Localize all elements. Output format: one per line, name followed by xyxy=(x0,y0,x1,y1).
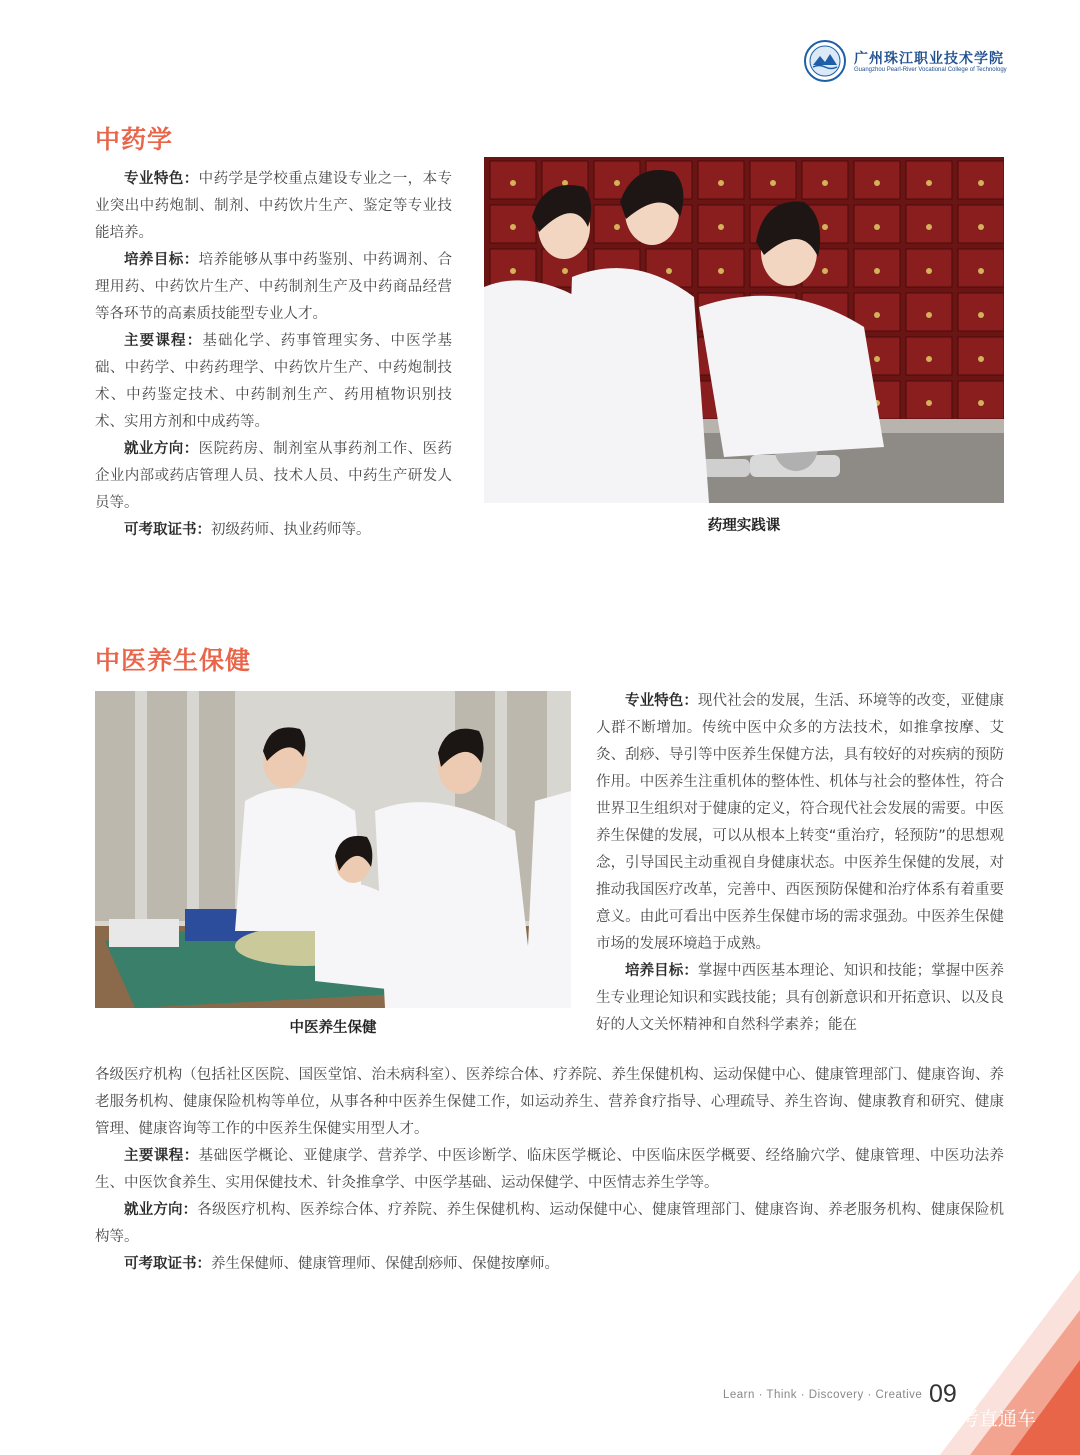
drawer-knob xyxy=(822,180,828,186)
paragraph-label: 培养目标： xyxy=(625,963,698,979)
section2-full-text xyxy=(95,1062,1004,1278)
drawer-knob xyxy=(822,224,828,230)
college-emblem-icon xyxy=(804,40,846,82)
paragraph-text: 培养能够从事中药鉴别、中药调剂、合理用药、中药饮片生产、中药制剂生产及中药商品经营等各环节的高素质技能型专业人才。 xyxy=(95,252,453,322)
drawer-knob xyxy=(978,356,984,362)
drawer-knob xyxy=(874,224,880,230)
drawer-knob xyxy=(510,224,516,230)
pharmacy-lab-illustration xyxy=(484,157,1004,503)
drawer-knob xyxy=(874,356,880,362)
watermark-text: 高考直通车 xyxy=(941,1408,1037,1430)
drawer-knob xyxy=(614,180,620,186)
paragraph-text: 基础化学、药事管理实务、中医学基础、中药学、中药药理学、中药饮片生产、中药炮制技术、中药鉴定技术、中药制剂生产、药用植物识别技术、实用方剂和中成药等。 xyxy=(95,333,452,430)
drawer-knob xyxy=(978,312,984,318)
paragraph-text: 各级医疗机构、医养综合体、疗养院、养生保健机构、运动保健中心、健康管理部门、健康咨询、养老服务机构、健康保险机构等。 xyxy=(95,1202,1005,1245)
pharmacy-practice-photo xyxy=(484,157,1004,503)
paragraph-label: 主要课程： xyxy=(124,333,203,349)
paragraph xyxy=(95,166,452,247)
paragraph-label: 可考取证书： xyxy=(124,1256,211,1272)
drawer-knob xyxy=(874,268,880,274)
drawer-knob xyxy=(926,400,932,406)
drawer-knob xyxy=(510,180,516,186)
paragraph xyxy=(596,688,1004,958)
drawer-knob xyxy=(718,268,724,274)
paragraph-text: 中药学是学校重点建设专业之一，本专业突出中药炮制、制剂、中药饮片生产、鉴定等专业技能培养。 xyxy=(95,171,453,241)
paragraph-label: 就业方向： xyxy=(124,441,199,457)
paragraph xyxy=(596,958,1004,1039)
drawer-knob xyxy=(510,268,516,274)
paragraph xyxy=(95,328,452,436)
drawer-knob xyxy=(770,180,776,186)
section1-text xyxy=(95,166,452,544)
paragraph-text: 初级药师、执业药师等。 xyxy=(211,522,371,538)
drawer-knob xyxy=(926,268,932,274)
college-logo xyxy=(804,40,1014,82)
section-title-tcm-pharmacy: 中药学 xyxy=(95,125,174,154)
paragraph xyxy=(95,1062,1004,1143)
drawer-knob xyxy=(978,400,984,406)
paragraph-text: 基础医学概论、亚健康学、营养学、中医诊断学、临床医学概论、中医临床医学概要、经络腧穴学、健康管理、中医功法养生、中医饮食养生、实用保健技术、针灸推拿学、中医学基础、运动保健学、中医情志养生学等。 xyxy=(95,1148,1005,1191)
paragraph-text: 养生保健师、健康管理师、保健刮痧师、保健按摩师。 xyxy=(211,1256,559,1272)
drawer-knob xyxy=(874,180,880,186)
paragraph-label: 可考取证书： xyxy=(124,522,211,538)
paragraph-text: 掌握中西医基本理论、知识和技能；掌握中医养生专业理论知识和实践技能；具有创新意识和开拓意识、以及良好的人文关怀精神和自然科学素养；能在 xyxy=(596,963,1005,1033)
drawer-knob xyxy=(718,180,724,186)
paragraph-label: 专业特色： xyxy=(124,171,199,187)
paragraph xyxy=(95,436,452,517)
section-title-tcm-health-care: 中医养生保健 xyxy=(95,646,252,675)
drawer-knob xyxy=(718,224,724,230)
paragraph-label: 专业特色： xyxy=(625,693,698,709)
drawer-knob xyxy=(978,268,984,274)
health-care-lab-illustration xyxy=(95,691,571,1008)
paragraph xyxy=(95,1143,1004,1197)
paragraph xyxy=(95,247,452,328)
drawer-knob xyxy=(926,224,932,230)
section2-side-text xyxy=(596,688,1004,1039)
paragraph xyxy=(95,517,452,544)
paragraph xyxy=(95,1197,1004,1251)
paragraph-label: 培养目标： xyxy=(124,252,199,268)
page-number: 09 xyxy=(929,1380,957,1408)
drawer-knob xyxy=(978,180,984,186)
drawer-knob xyxy=(874,312,880,318)
paragraph-text: 现代社会的发展，生活、环境等的改变，亚健康人群不断增加。传统中医中众多的方法技术，如推拿按摩、艾灸、刮痧、导引等中医养生保健方法，具有较好的对疾病的预防作用。中医养生注重机体的整体性、机体与社会的整体性，符合世界卫生组织对于健康的定义，符合现代社会发展的需要。中医养生保健的发展，可以从根本上转变“重治疗，轻预防”的思想观念，引导国民主动重视自身健康状态。中医养生保健的发展，对推动我国医疗改革，完善中、西医预防保健和治疗体系有着重要意义。由此可看出中医养生保健市场的需求强劲。中医养生保健市场的发展环境趋于成熟。 xyxy=(596,693,1005,952)
college-name-en: Guangzhou Pearl-River Vocational College of Technology xyxy=(854,67,1007,73)
drawer-knob xyxy=(926,312,932,318)
college-name-cn: 广州珠江职业技术学院 xyxy=(854,51,1004,67)
drawer-knob xyxy=(562,268,568,274)
drawer-knob xyxy=(822,268,828,274)
paragraph-text: 各级医疗机构（包括社区医院、国医堂馆、治未病科室）、医养综合体、疗养院、养生保健机构、运动保健中心、健康管理部门、健康咨询、养老服务机构、健康保险机构等单位，从事各种中医养生保健工作，如运动养生、营养食疗指导、心理疏导、养生咨询、健康教育和研究、健康管理、健康咨询等工作的中医养生保健实用型人才。 xyxy=(95,1067,1004,1137)
drawer-knob xyxy=(978,224,984,230)
health-care-photo-caption: 中医养生保健 xyxy=(289,1020,377,1036)
pharmacy-photo-caption: 药理实践课 xyxy=(707,518,781,534)
health-care-photo xyxy=(95,691,571,1008)
footer-tagline: Learn · Think · Discovery · Creative xyxy=(723,1389,923,1401)
paragraph xyxy=(95,1251,1004,1278)
paragraph-text: 医院药房、制剂室从事药剂工作、医药企业内部或药店管理人员、技术人员、中药生产研发人员等。 xyxy=(95,441,453,511)
paragraph-label: 主要课程： xyxy=(124,1148,199,1164)
drawer-knob xyxy=(926,180,932,186)
drawer-knob xyxy=(926,356,932,362)
paragraph-label: 就业方向： xyxy=(124,1202,198,1218)
drawer-knob xyxy=(666,268,672,274)
drawer-knob xyxy=(614,224,620,230)
